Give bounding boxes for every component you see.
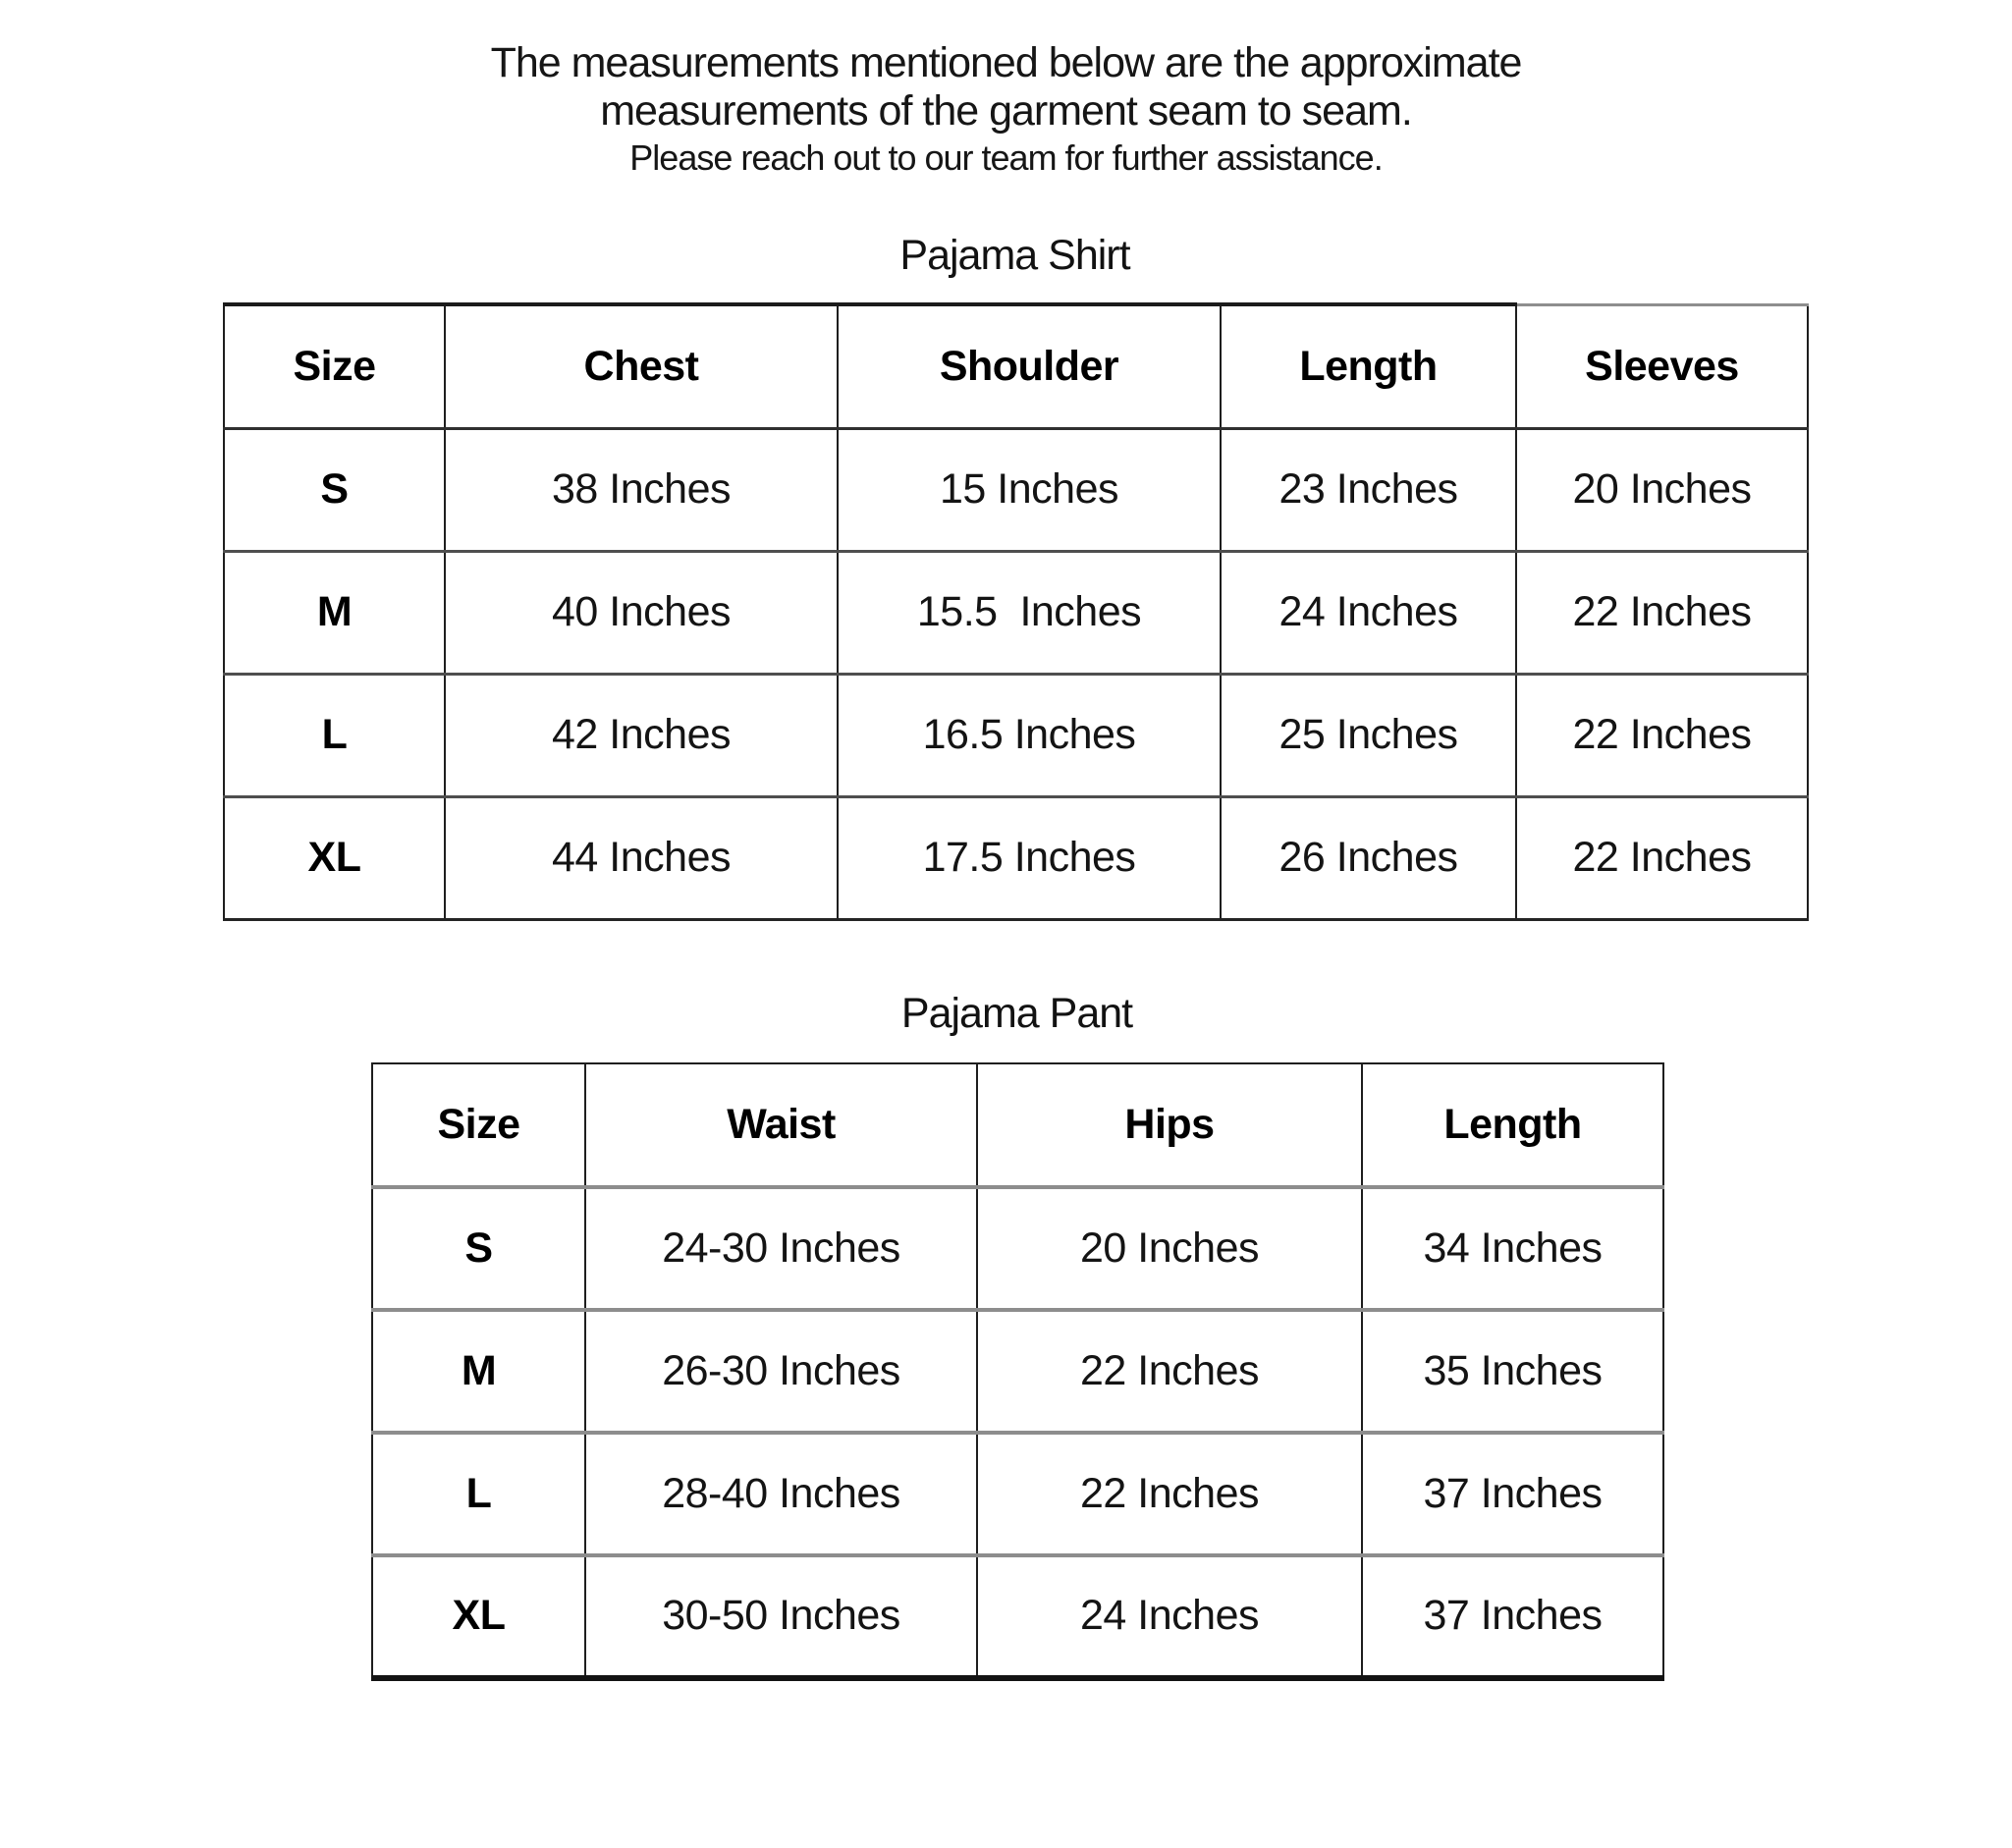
shirt-table-body xyxy=(224,428,1808,919)
size-label-cell: XL xyxy=(372,1555,585,1678)
pant-col-header-hips: Hips xyxy=(977,1063,1362,1187)
shirt-col-header-size: Size xyxy=(224,304,445,428)
shirt-table-header xyxy=(224,304,1808,428)
measurement-cell: 16.5 Inches xyxy=(838,674,1221,796)
pajama-shirt-section xyxy=(223,232,1807,921)
shirt-col-header-sleeves: Sleeves xyxy=(1516,304,1808,428)
pajama-pant-section xyxy=(371,990,1662,1681)
pant-table-body xyxy=(372,1187,1663,1678)
shirt-table-title: Pajama Shirt xyxy=(899,232,1130,279)
pant-header-row xyxy=(372,1063,1663,1187)
pant-table-header xyxy=(372,1063,1663,1187)
shirt-row-l xyxy=(224,674,1808,796)
measurement-cell: 26 Inches xyxy=(1221,796,1516,919)
measurement-cell: 25 Inches xyxy=(1221,674,1516,796)
intro-text-block xyxy=(0,0,2012,179)
measurement-cell: 17.5 Inches xyxy=(838,796,1221,919)
shirt-row-xl xyxy=(224,796,1808,919)
size-label-cell: M xyxy=(224,551,445,674)
shirt-col-header-length: Length xyxy=(1221,304,1516,428)
pant-col-header-length: Length xyxy=(1362,1063,1663,1187)
measurement-cell: 22 Inches xyxy=(977,1310,1362,1433)
pant-row-m xyxy=(372,1310,1663,1433)
measurement-cell: 22 Inches xyxy=(1516,796,1808,919)
measurement-cell: 37 Inches xyxy=(1362,1433,1663,1555)
measurement-cell: 37 Inches xyxy=(1362,1555,1663,1678)
size-label-cell: XL xyxy=(224,796,445,919)
measurement-cell: 30-50 Inches xyxy=(585,1555,977,1678)
size-label-cell: L xyxy=(372,1433,585,1555)
measurement-cell: 22 Inches xyxy=(977,1433,1362,1555)
pant-table-title: Pajama Pant xyxy=(900,989,1133,1037)
measurement-cell: 24 Inches xyxy=(977,1555,1362,1678)
measurement-cell: 24 Inches xyxy=(1221,551,1516,674)
measurement-cell: 20 Inches xyxy=(977,1187,1362,1310)
intro-line-2: measurements of the garment seam to seam. xyxy=(600,87,1412,135)
pant-size-table xyxy=(371,1062,1664,1681)
shirt-row-m xyxy=(224,551,1808,674)
pant-row-xl xyxy=(372,1555,1663,1678)
shirt-header-row xyxy=(224,304,1808,428)
shirt-row-s xyxy=(224,428,1808,551)
measurement-cell: 40 Inches xyxy=(445,551,838,674)
measurement-cell: 34 Inches xyxy=(1362,1187,1663,1310)
measurement-cell: 42 Inches xyxy=(445,674,838,796)
shirt-col-header-shoulder: Shoulder xyxy=(838,304,1221,428)
shirt-col-header-chest: Chest xyxy=(445,304,838,428)
measurement-cell: 24-30 Inches xyxy=(585,1187,977,1310)
intro-line-1: The measurements mentioned below are the approximate xyxy=(490,39,1522,86)
measurement-cell: 35 Inches xyxy=(1362,1310,1663,1433)
measurement-cell: 15.5 Inches xyxy=(838,551,1221,674)
pant-row-l xyxy=(372,1433,1663,1555)
measurement-cell: 22 Inches xyxy=(1516,674,1808,796)
measurement-cell: 23 Inches xyxy=(1221,428,1516,551)
measurement-cell: 22 Inches xyxy=(1516,551,1808,674)
measurement-cell: 44 Inches xyxy=(445,796,838,919)
measurement-cell: 15 Inches xyxy=(838,428,1221,551)
pant-col-header-waist: Waist xyxy=(585,1063,977,1187)
pant-col-header-size: Size xyxy=(372,1063,585,1187)
shirt-size-table xyxy=(223,302,1809,921)
measurement-cell: 20 Inches xyxy=(1516,428,1808,551)
size-label-cell: L xyxy=(224,674,445,796)
intro-line-3: Please reach out to our team for further assistance. xyxy=(629,137,1383,178)
measurement-cell: 28-40 Inches xyxy=(585,1433,977,1555)
measurement-cell: 26-30 Inches xyxy=(585,1310,977,1433)
size-label-cell: S xyxy=(224,428,445,551)
size-label-cell: S xyxy=(372,1187,585,1310)
size-label-cell: M xyxy=(372,1310,585,1433)
pant-row-s xyxy=(372,1187,1663,1310)
measurement-cell: 38 Inches xyxy=(445,428,838,551)
